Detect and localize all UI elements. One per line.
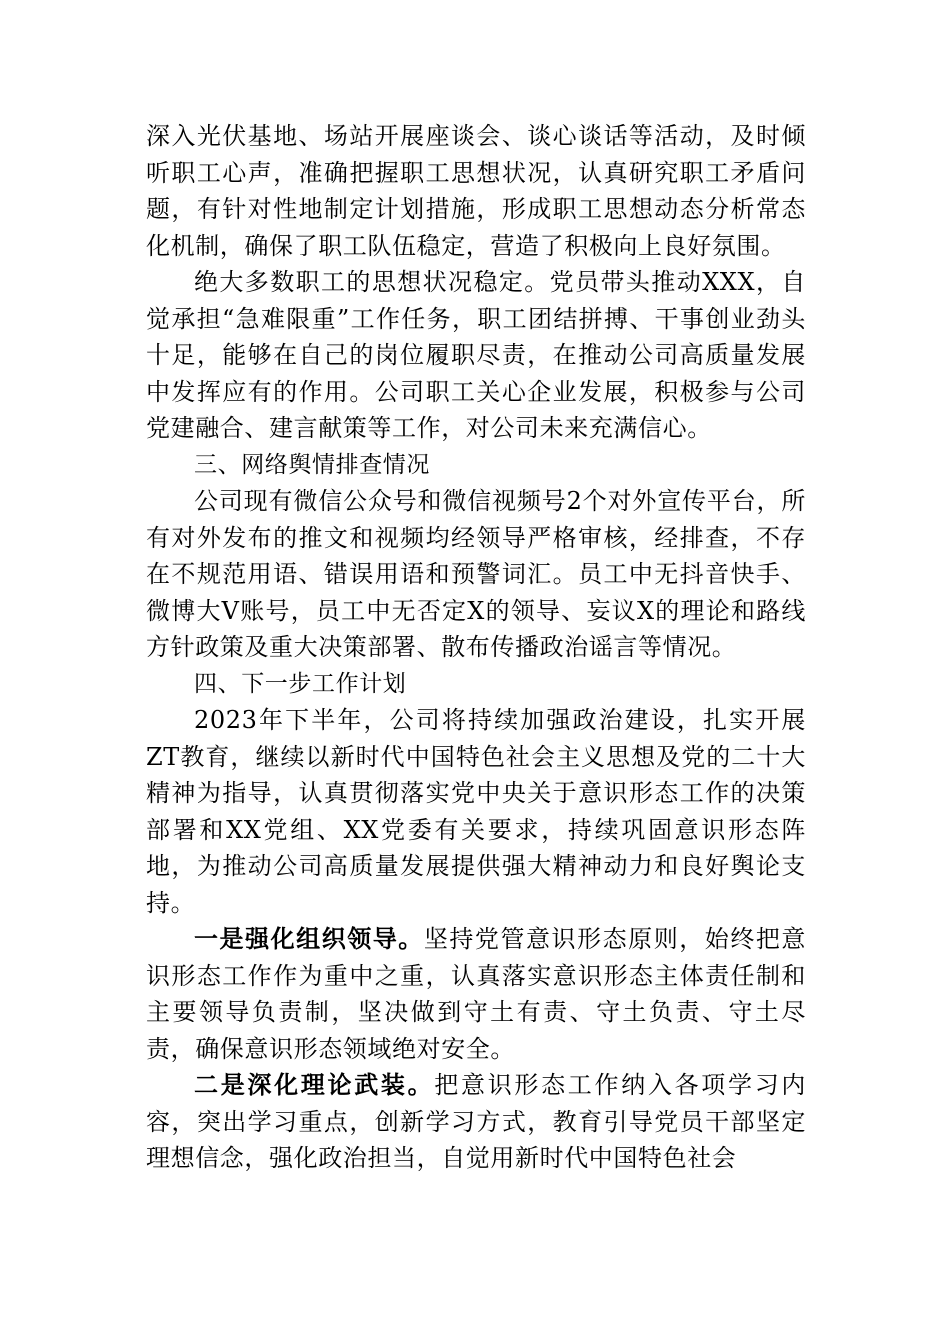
section-heading-network-opinion: 三、网络舆情排查情况 [194,451,430,478]
paragraph-next-plan: 2023年下半年，公司将持续加强政治建设，扎实开展ZT教育，继续以新时代中国特色社会主义思想及党的二十大精神为指导，认真贯彻落实党中央关于意识形态工作的决策部署和XX党组、XX党委有关要求，持续巩固意识形态阵地，为推动公司高质量发展提供强大精神动力和良好舆论支持。 [146,706,806,917]
lead-phrase: 一是强化组织领导。 [194,924,424,953]
paragraph-body: 坚持党管意识形态原则，始终把意识形态工作作为重中之重，认真落实意识形态主体责任制和主要领导负责制，坚决做到守土有责、守土负责、守土尽责，确保意识形态领域绝对安全。 [146,925,807,1063]
paragraph-continuation: 深入光伏基地、场站开展座谈会、谈心谈话等活动，及时倾听职工心声，准确把握职工思想状况，认真研究职工矛盾问题，有针对性地制定计划措施，形成职工思想动态分析常态化机制，确保了职工队伍稳定，营造了积极向上良好氛围。 [146,122,806,260]
paragraph-theory-armament [146,1067,806,1177]
section-heading-next-plan: 四、下一步工作计划 [194,670,407,697]
lead-phrase: 二是深化理论武装。 [194,1070,435,1099]
document-page [146,118,806,1177]
paragraph-network-opinion: 公司现有微信公众号和微信视频号2个对外宣传平台，所有对外发布的推文和视频均经领导严格审核，经排查，不存在不规范用语、错误用语和预警词汇。员工中无抖音快手、微博大V账号，员工中无否定X的领导、妄议X的理论和路线方针政策及重大决策部署、散布传播政治谣言等情况。 [146,487,806,661]
paragraph-ideology-status: 绝大多数职工的思想状况稳定。党员带头推动XXX，自觉承担“急难限重”工作任务，职工团结拼搏、干事创业劲头十足，能够在自己的岗位履职尽责，在推动公司高质量发展中发挥应有的作用。公司职工关心企业发展，积极参与公司党建融合、建言献策等工作，对公司未来充满信心。 [146,268,806,442]
paragraph-body: 把意识形态工作纳入各项学习内容，突出学习重点，创新学习方式，教育引导党员干部坚定理想信念，强化政治担当，自觉用新时代中国特色社会 [146,1071,806,1172]
paragraph-organization-leadership [146,921,806,1067]
